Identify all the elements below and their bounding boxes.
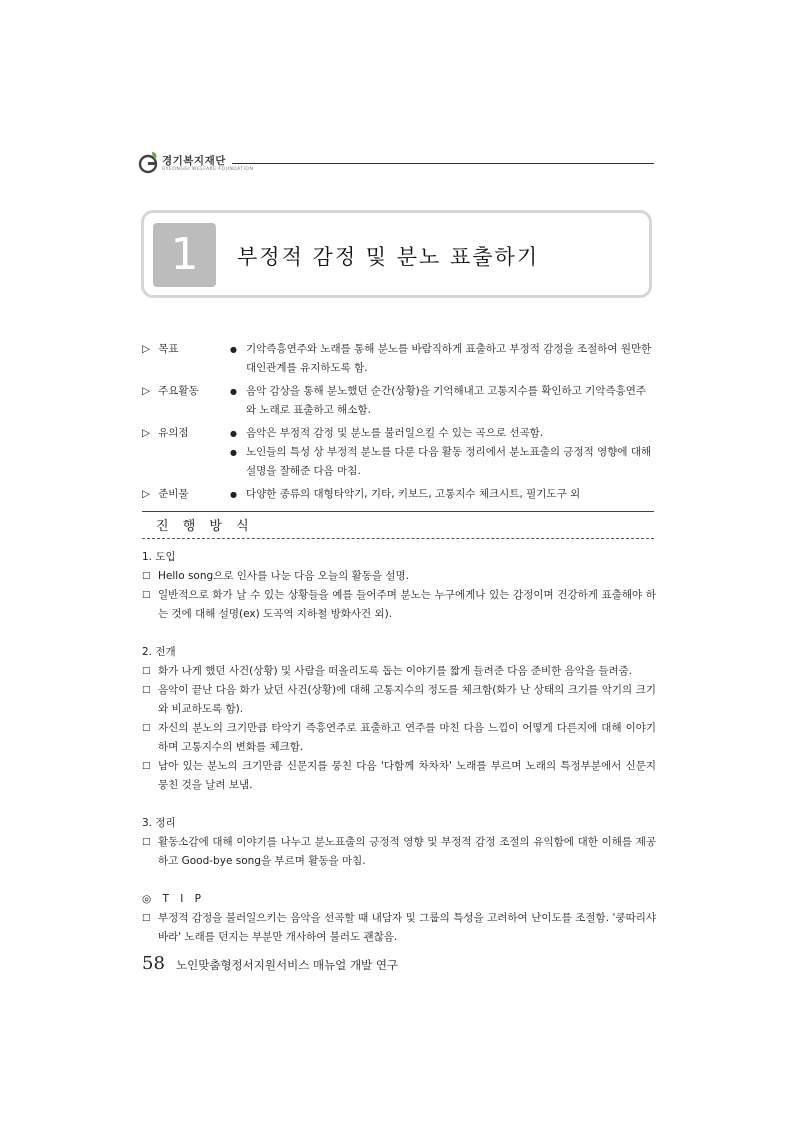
step-title: 1. 도입 xyxy=(142,551,176,563)
header-rule xyxy=(232,163,654,164)
footer-title: 노인맞춤형정서지원서비스 매뉴얼 개발 연구 xyxy=(176,958,399,972)
overview-row xyxy=(142,485,656,504)
overview-label-text: 주요활동 xyxy=(158,385,199,397)
step-item: □ 음악이 끝난 다음 화가 났던 사건(상황)에 대해 고통지수의 정도를 체크함(화가 난 상태의 크기를 악기의 크기와 비교하도록 함). xyxy=(142,681,656,719)
step-title: 3. 정리 xyxy=(142,817,176,829)
overview-row xyxy=(142,424,656,481)
triangle-bullet-icon: ▷ xyxy=(142,385,151,397)
org-name: 경기복지재단 xyxy=(162,155,226,167)
tip-item: □ 부정적 감정을 불러일으키는 음악을 선곡할 때 내담자 및 그룹의 특성을 고려하여 난이도를 조절함. '쿵따리샤바라' 노래를 던지는 부분만 개사하여 불러도 괜찮음. xyxy=(142,909,656,947)
page-number: 58 xyxy=(142,953,165,974)
overview-item: ● 음악 감상을 통해 분노했던 순간(상황)을 기억해내고 고통지수를 확인하고 기악즉흥연주와 노래로 표출하고 해소함. xyxy=(230,382,656,420)
step-title: 2. 전개 xyxy=(142,646,176,658)
overview-label xyxy=(142,340,178,359)
step-item: □ 활동소감에 대해 이야기를 나누고 분노표출의 긍정적 영향 및 부정적 감정 조절의 유익함에 대한 이해를 제공하고 Good-bye song을 부르며 활동을 마침. xyxy=(142,833,656,871)
overview-item: ● 음악은 부정적 감정 및 분노를 불러일으킬 수 있는 곡으로 선곡함. xyxy=(230,424,656,443)
step-item: □ Hello song으로 인사를 나눈 다음 오늘의 활동을 설명. xyxy=(142,567,656,586)
overview-item: ● 노인들의 특성 상 부정적 분노를 다룬 다음 활동 정리에서 분노표출의 긍정적 영향에 대해 설명을 잘해준 다음 마침. xyxy=(230,443,656,481)
foundation-logo-icon xyxy=(138,150,160,174)
overview-label xyxy=(142,485,189,504)
overview-row xyxy=(142,382,656,420)
triangle-bullet-icon: ▷ xyxy=(142,343,151,355)
chapter-title-box xyxy=(141,210,652,298)
spacer xyxy=(142,624,656,643)
spacer xyxy=(142,795,656,814)
spacer xyxy=(142,871,656,890)
tip-heading: ◎ T I P xyxy=(142,893,206,905)
triangle-bullet-icon: ▷ xyxy=(142,488,151,500)
triangle-bullet-icon: ▷ xyxy=(142,427,151,439)
chapter-title: 부정적 감정 및 분노 표출하기 xyxy=(237,245,540,269)
activity-overview xyxy=(142,340,656,508)
page-header xyxy=(138,150,654,176)
chapter-number: 1 xyxy=(153,223,216,287)
section-title: 진 행 방 식 xyxy=(156,519,254,534)
procedure-body xyxy=(142,548,656,947)
overview-label-text: 목표 xyxy=(158,343,179,355)
step-item: □ 일반적으로 화가 날 수 있는 상황들을 예를 들어주며 분노는 누구에게나 있는 감정이며 건강하게 표출해야 하는 것에 대해 설명(ex) 도곡역 지하철 방화사건 외). xyxy=(142,586,656,624)
step-item: □ 남아 있는 분노의 크기만큼 신문지를 뭉친 다음 '다함께 차차차' 노래를 부르며 노래의 특정부분에서 신문지 뭉친 것을 날려 보냄. xyxy=(142,757,656,795)
overview-item: ● 다양한 종류의 대형타악기, 기타, 키보드, 고통지수 체크시트, 필기도구 외 xyxy=(230,485,656,504)
org-subtitle: GYEONGGI WELFARE FOUNDATION xyxy=(162,167,254,172)
overview-label xyxy=(142,424,189,443)
overview-label xyxy=(142,382,199,401)
section-rule-top xyxy=(142,511,654,512)
overview-item: ● 기악즉흥연주와 노래를 통해 분노를 바람직하게 표출하고 부정적 감정을 조절하여 원만한 대인관계를 유지하도록 함. xyxy=(230,340,656,378)
page-footer xyxy=(142,953,398,974)
section-rule-dashed xyxy=(142,538,654,539)
overview-label-text: 유의점 xyxy=(158,427,189,439)
overview-row xyxy=(142,340,656,378)
step-item: □ 자신의 분노의 크기만큼 타악기 즉흥연주로 표출하고 연주를 마친 다음 느낌이 어떻게 다른지에 대해 이야기 하며 고통지수의 변화를 체크함. xyxy=(142,719,656,757)
overview-label-text: 준비물 xyxy=(158,488,189,500)
step-item: □ 화가 나게 했던 사건(상황) 및 사람을 떠올리도록 돕는 이야기를 짧게 들려준 다음 준비한 음악을 들려줌. xyxy=(142,662,656,681)
